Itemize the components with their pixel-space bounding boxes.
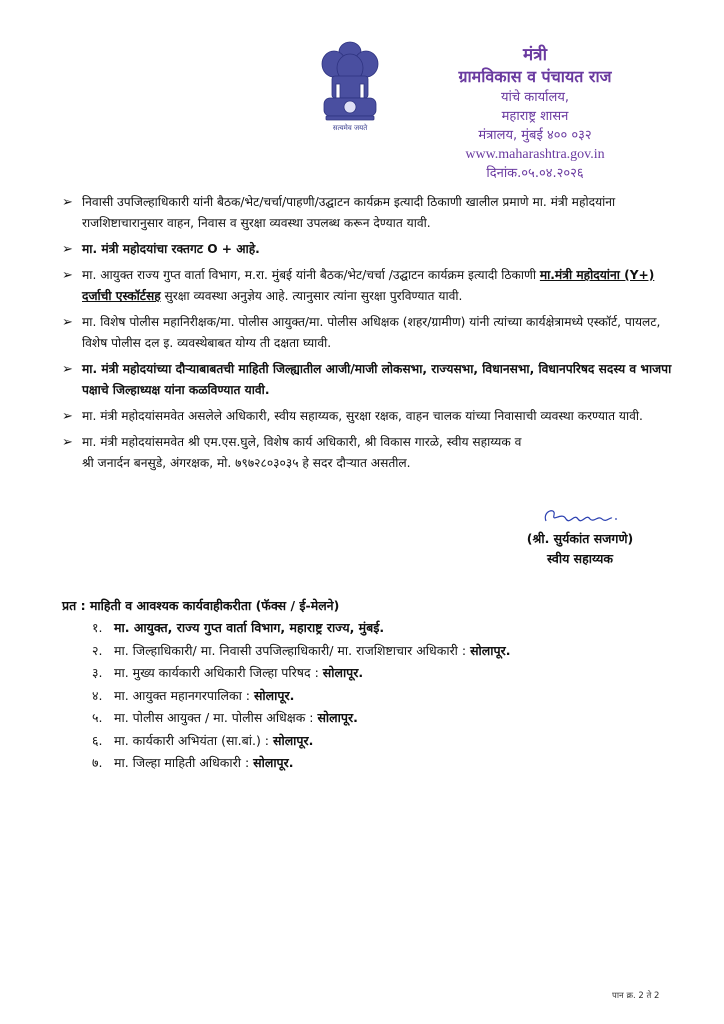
item-text: मा. पोलीस आयुक्त / मा. पोलीस अधिक्षक : [114, 710, 318, 725]
arrow-bullet-icon: ➢ [62, 315, 73, 330]
arrow-bullet-icon: ➢ [62, 435, 73, 450]
copy-title: प्रत : माहिती व आवश्यक कार्यवाहीकरीता (फॅक्स / ई-मेलने) [62, 598, 340, 613]
list-item [62, 640, 662, 663]
list-item [62, 707, 662, 730]
item-number: ६. [92, 732, 103, 748]
item-bold-text: सोलापूर. [317, 710, 358, 725]
bullet-text: मा. मंत्री महोदयांच्या दौऱ्याबाबतची माहिती जिल्ह्यातील आजी/माजी लोकसभा, राज्यसभा, विधानसभा, विधानपरिषद सदस्य व भाजपा पक्षाचे जिल्हाध्यक्ष यांना कळविण्यात यावी. [82, 362, 672, 397]
item-bold-text: मा. आयुक्त, राज्य गुप्त वार्ता विभाग, महाराष्ट्र राज्य, मुंबई. [114, 620, 385, 635]
item-text: मा. जिल्हा माहिती अधिकारी : [114, 755, 254, 770]
item-number: ७. [92, 755, 103, 770]
item-bold-text: सोलापूर. [253, 687, 295, 703]
item-text: मा. जिल्हाधिकारी/ मा. निवासी उपजिल्हाधिकारी/ मा. राजशिष्टाचार अधिकारी : [114, 642, 471, 658]
list-item [62, 730, 662, 753]
header-department: ग्रामविकास व पंचायत राज [458, 67, 612, 86]
list-item [62, 617, 662, 640]
copy-to-section [62, 595, 662, 775]
item-text: मा. आयुक्त महानगरपालिका : [114, 687, 254, 703]
arrow-bullet-icon: ➢ [62, 409, 73, 424]
list-item [62, 312, 674, 354]
item-number: २. [92, 642, 103, 658]
arrow-bullet-icon: ➢ [62, 268, 73, 283]
signatory-name: (श्री. सुर्यकांत सजगणे) [526, 531, 634, 546]
header-address: मंत्रालय, मुंबई ४०० ०३२ [478, 128, 592, 143]
copy-recipient-list [62, 617, 662, 775]
bullet-text-line-2: श्री जनार्दन बनसुडे, अंगरक्षक, मो. ७९७२८०३०३५ हे सदर दौऱ्यात असतील. [82, 456, 411, 470]
header-government: महाराष्ट्र शासन [501, 109, 569, 124]
list-item [62, 265, 674, 307]
item-bold-text: सोलापूर. [273, 732, 314, 748]
bullet-underlined-text: मा.मंत्री महोदयांना (Y+) दर्जाची एस्कॉर्टसह [82, 268, 655, 303]
handwritten-signature [500, 505, 660, 529]
arrow-bullet-icon: ➢ [62, 195, 73, 210]
header-office: यांचे कार्यालय, [500, 90, 570, 105]
list-item [62, 752, 662, 775]
bullet-text-line-1: मा. मंत्री महोदयांसमवेत श्री एम.एस.घुले, विशेष कार्य अधिकारी, श्री विकास गारळे, स्वीय सहाय्यक व [82, 435, 522, 449]
bullet-text: मा. मंत्री महोदयांसमवेत असलेले अधिकारी, स्वीय सहाय्यक, सुरक्षा रक्षक, वाहन चालक यांच्या निवासाची व्यवस्था करण्यात यावी. [82, 409, 643, 423]
list-item [62, 432, 674, 474]
item-text: मा. मुख्य कार्यकारी अधिकारी जिल्हा परिषद : [114, 665, 323, 680]
item-number: १. [92, 620, 103, 635]
header-date: दिनांक.०५.०४.२०२६ [486, 166, 584, 181]
bullet-text: मा. मंत्री महोदयांचा रक्तगट O + आहे. [82, 242, 260, 256]
bullet-text: मा. विशेष पोलीस महानिरीक्षक/मा. पोलीस आयुक्त/मा. पोलीस अधिक्षक (शहर/ग्रामीण) यांनी त्यांच्या कार्यक्षेत्रामध्ये एस्कॉर्ट, पायलट, विशेष पोलीस दल इ. व्यवस्थेबाबत योग्य ती दक्षता घ्यावी. [82, 315, 661, 350]
item-number: ४. [92, 687, 103, 703]
list-item [62, 239, 674, 260]
item-bold-text: सोलापूर. [253, 755, 294, 770]
item-bold-text: सोलापूर. [470, 642, 511, 658]
arrow-bullet-icon: ➢ [62, 242, 73, 257]
signature-block [500, 505, 660, 569]
arrow-bullet-icon: ➢ [62, 362, 73, 377]
signatory-role: स्वीय सहाय्यक [547, 551, 613, 566]
bullet-text: निवासी उपजिल्हाधिकारी यांनी बैठक/भेट/चर्चा/पाहणी/उद्घाटन कार्यक्रम इत्यादी ठिकाणी खालील प्रमाणे मा. मंत्री महोदयांना राजशिष्टाचारानुसार वाहन, निवास व सुरक्षा व्यवस्था उपलब्ध करून देण्यात यावी. [82, 195, 616, 230]
item-text: मा. कार्यकारी अभियंता (सा.बां.) : [114, 732, 273, 748]
item-bold-text: सोलापूर. [322, 665, 364, 680]
list-item [62, 662, 662, 685]
list-item [62, 685, 662, 708]
instruction-list [62, 192, 674, 479]
item-number: ३. [92, 665, 103, 680]
list-item [62, 359, 674, 401]
ashoka-emblem-icon [312, 38, 388, 136]
letterhead [420, 44, 650, 183]
list-item [62, 192, 674, 234]
bullet-text: मा. आयुक्त राज्य गुप्त वार्ता विभाग, म.रा. मुंबई यांनी बैठक/भेट/चर्चा /उद्घाटन कार्यक्रम इत्यादी ठिकाणी [82, 268, 540, 282]
item-number: ५. [92, 710, 103, 725]
header-website[interactable]: www.maharashtra.gov.in [465, 147, 605, 162]
list-item [62, 406, 674, 427]
page-number: पान क्र. 2 ते 2 [612, 991, 660, 1001]
header-title: मंत्री [523, 45, 547, 65]
emblem-caption: सत्यमेव जयते [332, 124, 368, 132]
bullet-text: सुरक्षा व्यवस्था अनुज्ञेय आहे. त्यानुसार त्यांना सुरक्षा पुरविण्यात यावी. [160, 289, 463, 303]
